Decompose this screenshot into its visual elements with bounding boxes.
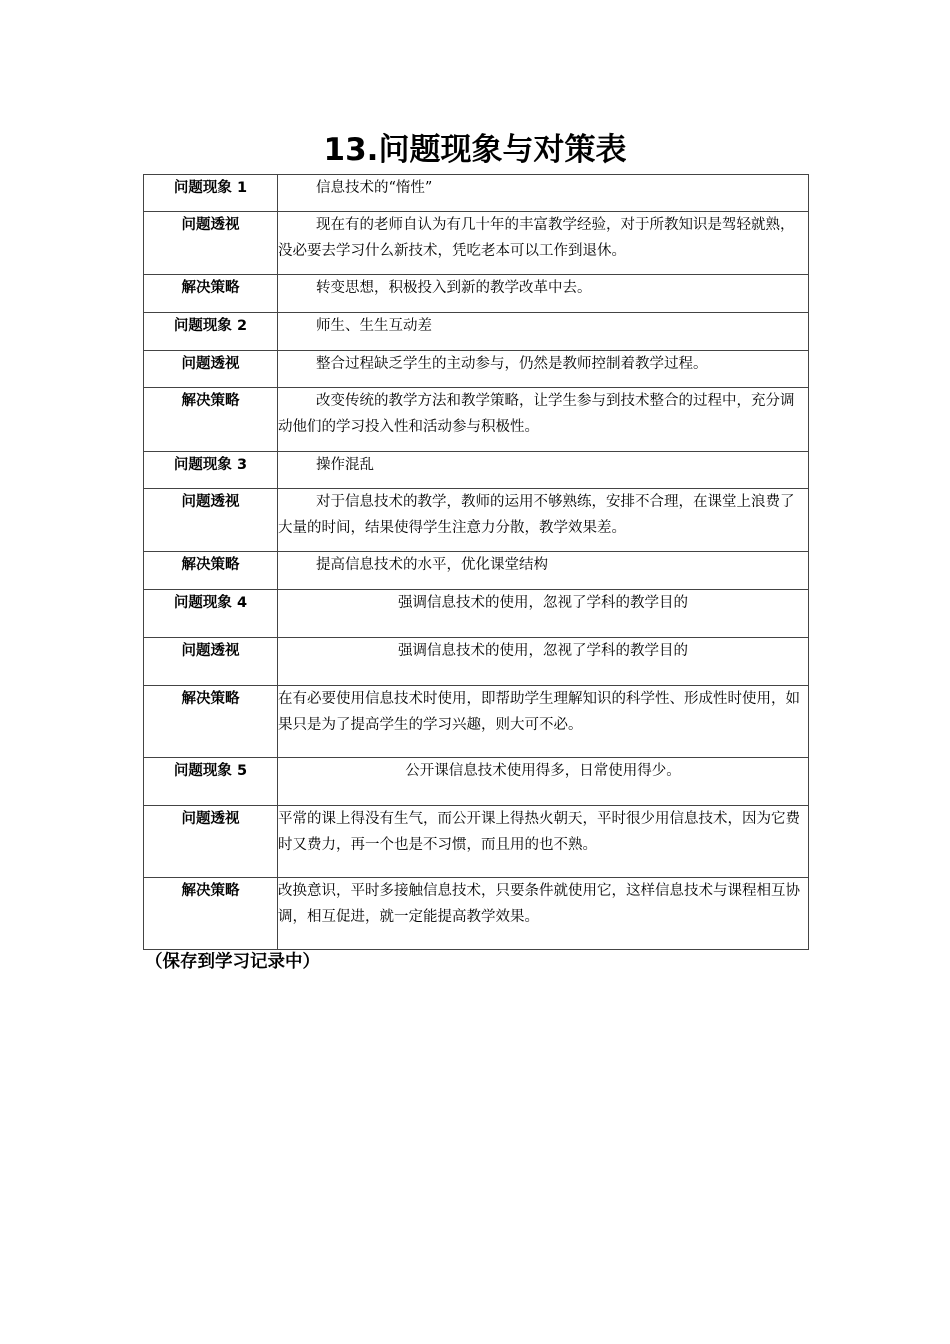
save-note: （保存到学习记录中）	[145, 952, 320, 972]
row-label: 问题透视	[144, 489, 278, 552]
table-row	[144, 878, 809, 950]
row-text: 现在有的老师自认为有几十年的丰富教学经验，对于所教知识是驾轻就熟，没必要去学习什么新技术，凭吃老本可以工作到退休。	[278, 212, 809, 275]
row-text: 改变传统的教学方法和教学策略，让学生参与到技术整合的过程中，充分调动他们的学习投入性和活动参与积极性。	[278, 388, 809, 452]
row-label: 问题透视	[144, 806, 278, 878]
row-label: 解决策略	[144, 388, 278, 452]
table-row	[144, 351, 809, 388]
row-label: 问题现象 2	[144, 313, 278, 351]
row-label: 解决策略	[144, 552, 278, 590]
row-label: 问题现象 5	[144, 758, 278, 806]
table-row	[144, 552, 809, 590]
row-label: 问题透视	[144, 351, 278, 388]
row-text: 提高信息技术的水平，优化课堂结构	[278, 552, 809, 590]
row-text: 强调信息技术的使用，忽视了学科的教学目的	[278, 638, 809, 686]
row-text: 在有必要使用信息技术时使用，即帮助学生理解知识的科学性、形成性时使用，如果只是为了提高学生的学习兴趣，则大可不必。	[278, 686, 809, 758]
table-row	[144, 212, 809, 275]
row-label: 解决策略	[144, 275, 278, 313]
row-label: 解决策略	[144, 686, 278, 758]
row-text: 强调信息技术的使用，忽视了学科的教学目的	[278, 590, 809, 638]
table-row	[144, 388, 809, 452]
row-text: 平常的课上得没有生气，而公开课上得热火朝天，平时很少用信息技术，因为它费时又费力，再一个也是不习惯，而且用的也不熟。	[278, 806, 809, 878]
row-label: 问题现象 3	[144, 452, 278, 489]
table-row	[144, 275, 809, 313]
row-text: 公开课信息技术使用得多，日常使用得少。	[278, 758, 809, 806]
row-label: 问题透视	[144, 638, 278, 686]
table-row	[144, 452, 809, 489]
row-text: 转变思想，积极投入到新的教学改革中去。	[278, 275, 809, 313]
table-row	[144, 758, 809, 806]
table-row	[144, 806, 809, 878]
row-label: 问题现象 4	[144, 590, 278, 638]
table-row	[144, 175, 809, 212]
row-text: 师生、生生互动差	[278, 313, 809, 351]
row-text: 整合过程缺乏学生的主动参与，仍然是教师控制着教学过程。	[278, 351, 809, 388]
table-row	[144, 313, 809, 351]
table-row	[144, 489, 809, 552]
table-row	[144, 590, 809, 638]
page-title: 13.问题现象与对策表	[323, 132, 627, 168]
table-row	[144, 686, 809, 758]
row-label: 问题透视	[144, 212, 278, 275]
row-text: 对于信息技术的教学，教师的运用不够熟练，安排不合理，在课堂上浪费了大量的时间，结果使得学生注意力分散，教学效果差。	[278, 489, 809, 552]
problem-strategy-table	[143, 174, 809, 950]
table-row	[144, 638, 809, 686]
row-text: 操作混乱	[278, 452, 809, 489]
row-text: 信息技术的“惰性”	[278, 175, 809, 212]
row-text: 改换意识，平时多接触信息技术，只要条件就使用它，这样信息技术与课程相互协调，相互促进，就一定能提高教学效果。	[278, 878, 809, 950]
row-label: 问题现象 1	[144, 175, 278, 212]
row-label: 解决策略	[144, 878, 278, 950]
